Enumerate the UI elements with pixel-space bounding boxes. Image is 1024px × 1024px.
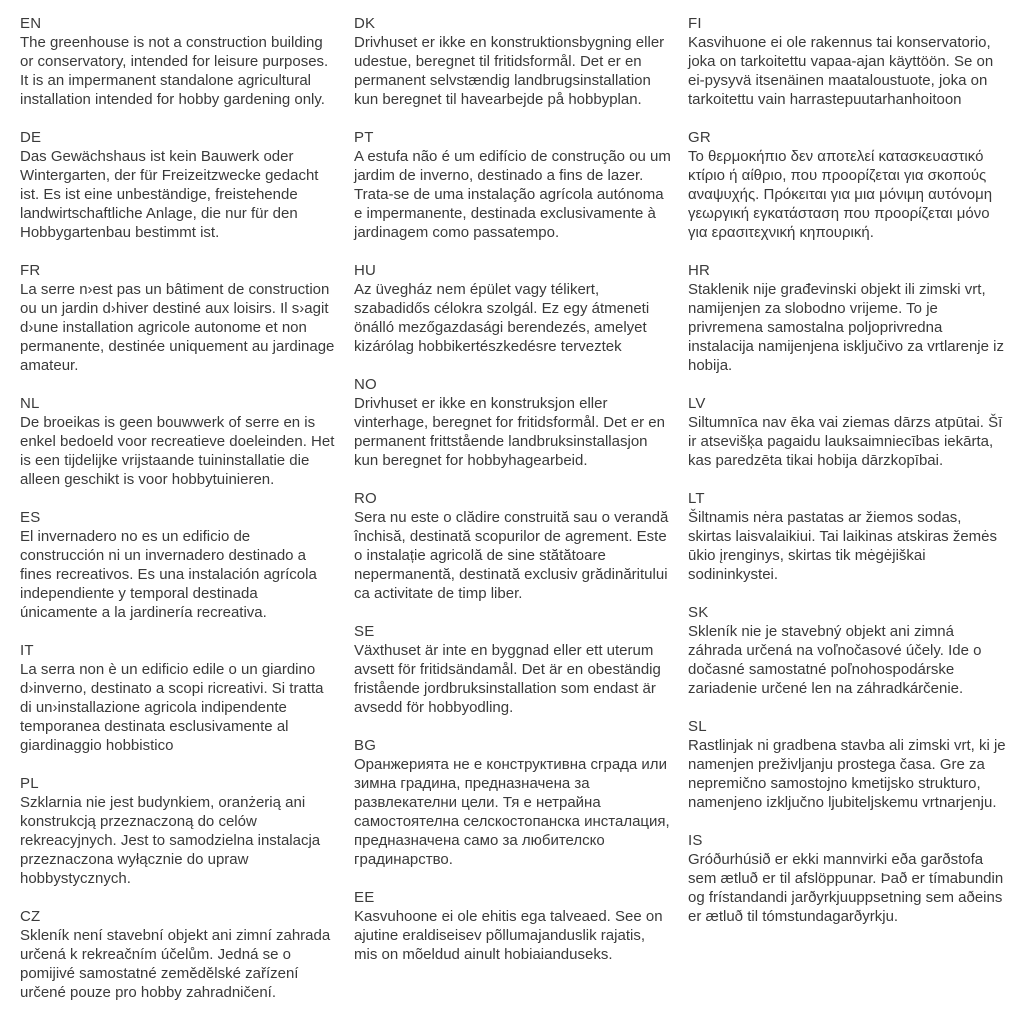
lang-text-it: La serra non è un edificio edile o un giardino d›inverno, destinato a scopi ricreativi. Si tratta di un›installazione agricola indipendente temporanea destinata esclusivamente al giardinaggio hobbistico (20, 661, 324, 754)
lang-block-is (688, 831, 1006, 926)
lang-block-bg (354, 736, 672, 869)
lang-text-nl: De broeikas is geen bouwwerk of serre en is enkel bedoeld voor recreatieve doeleinden. Het is een tijdelijke vrijstaande tuininstallatie die alleen geschikt is voor hobbytuinieren. (20, 414, 335, 488)
lang-code-pt: PT (354, 129, 374, 146)
lang-text-se: Växthuset är inte en byggnad eller ett uterum avsett för fritidsändamål. Det är en obeständig fristående jordbruksinstallation som endast är avsedd för hobbyodling. (354, 642, 661, 716)
lang-code-bg: BG (354, 737, 377, 754)
lang-text-ro: Sera nu este o clădire construită sau o verandă închisă, destinată scopurilor de agrement. Este o instalație agricolă de sine stătătoare nepermanentă, destinată exclusiv grădinăritului ca activitate de timp liber. (354, 509, 669, 602)
lang-block-lt (688, 489, 1006, 584)
lang-block-es (20, 508, 338, 622)
lang-text-fr: La serre n›est pas un bâtiment de construction ou un jardin d›hiver destiné aux loisirs. Il s›agit d›une installation agricole autonome et non permanente, destinée uniquement au jardinage amateur. (20, 281, 335, 374)
lang-code-dk: DK (354, 15, 376, 32)
lang-block-dk (354, 14, 672, 109)
lang-code-fi: FI (688, 15, 702, 32)
lang-code-ee: EE (354, 889, 375, 906)
lang-text-is: Gróðurhúsið er ekki mannvirki eða garðstofa sem ætluð er til afslöppunar. Það er tímabundin og frístandandi jarðyrkjuuppsetning sem aðeins er ætluð til tómstundagarðyrkju. (688, 851, 1004, 925)
lang-block-fr (20, 261, 338, 375)
lang-text-de: Das Gewächshaus ist kein Bauwerk oder Wintergarten, der für Freizeitzwecke gedacht ist. Es ist eine unbeständige, freistehende landwirtschaftliche Anlage, die nur für den Hobbygartenbau bestimmt ist. (20, 148, 319, 241)
lang-block-pl (20, 774, 338, 888)
lang-block-de (20, 128, 338, 242)
lang-block-sl (688, 717, 1006, 812)
column-left (20, 14, 338, 1014)
lang-text-es: El invernadero no es un edificio de construcción ni un invernadero destinado a fines recreativos. Es una instalación agrícola independiente y temporal destinada únicamente a la jardinería recreativa. (20, 528, 317, 621)
lang-code-se: SE (354, 623, 375, 640)
lang-block-hu (354, 261, 672, 356)
lang-text-lt: Šiltnamis nėra pastatas ar žiemos sodas, skirtas laisvalaikiui. Tai laikinas atskiras žemės ūkio įrenginys, skirtas tik mėgėjiškai sodininkystei. (688, 509, 997, 583)
lang-block-it (20, 641, 338, 755)
lang-code-it: IT (20, 642, 34, 659)
lang-block-hr (688, 261, 1006, 375)
lang-block-nl (20, 394, 338, 489)
lang-code-ro: RO (354, 490, 377, 507)
lang-text-bg: Оранжерията не е конструктивна сграда или зимна градина, предназначена за развлекателни цели. Тя е нетрайна самостоятелна селскостопанска инсталация, предназначена само за любителско градинарство. (354, 756, 670, 868)
lang-text-ee: Kasvuhoone ei ole ehitis ega talveaed. See on ajutine eraldiseisev põllumajanduslik rajatis, mis on mõeldud ainult hobiaianduseks. (354, 908, 663, 963)
lang-text-pl: Szklarnia nie jest budynkiem, oranżerią ani konstrukcją przeznaczoną do celów rekreacyjnych. Jest to samodzielna instalacja przeznaczona wyłącznie do upraw hobbystycznych. (20, 794, 321, 887)
lang-code-no: NO (354, 376, 377, 393)
lang-block-cz (20, 907, 338, 1002)
lang-code-nl: NL (20, 395, 40, 412)
lang-text-lv: Siltumnīca nav ēka vai ziemas dārzs atpūtai. Šī ir atsevišķa pagaidu lauksaimniecības iekārta, kas paredzēta tikai hobija dārzkopībai. (688, 414, 1003, 469)
lang-text-hu: Az üvegház nem épület vagy télikert, szabadidős célokra szolgál. Ez egy átmeneti önálló mezőgazdasági berendezés, amelyet kizárólag hobbikertészkedésre terveztek (354, 281, 650, 355)
lang-block-gr (688, 128, 1006, 242)
lang-text-sl: Rastlinjak ni gradbena stavba ali zimski vrt, ki je namenjen preživljanju prostega časa. Gre za nepremično samostojno kmetijsko strukturo, namenjeno izključno ljubiteljskemu vrtnarjenju. (688, 737, 1006, 811)
lang-block-ee (354, 888, 672, 964)
lang-text-sk: Skleník nie je stavebný objekt ani zimná záhrada určená na voľnočasové účely. Ide o dočasné samostatné poľnohospodárske zariadenie určené len na záhradkárčenie. (688, 623, 982, 697)
lang-code-en: EN (20, 15, 42, 32)
column-middle (354, 14, 672, 1014)
lang-block-lv (688, 394, 1006, 470)
lang-text-no: Drivhuset er ikke en konstruksjon eller vinterhage, beregnet for fritidsformål. Det er en permanent frittstående landbruksinstallasjon kun beregnet for hobbyhagearbeid. (354, 395, 665, 469)
lang-code-cz: CZ (20, 908, 41, 925)
lang-block-ro (354, 489, 672, 603)
lang-text-cz: Skleník není stavební objekt ani zimní zahrada určená k rekreačním účelům. Jedná se o pomijivé samostatné zemědělské zařízení určené pouze pro hobby zahradničení. (20, 927, 331, 1001)
lang-code-es: ES (20, 509, 41, 526)
lang-code-hu: HU (354, 262, 377, 279)
lang-text-gr: Το θερμοκήπιο δεν αποτελεί κατασκευαστικό κτίριο ή αίθριο, που προορίζεται για σκοπούς αναψυχής. Πρόκειται για μια μόνιμη αυτόνομη γεωργική εγκατάσταση που προορίζεται μόνο για ερασιτεχνική κηπουρική. (688, 148, 993, 241)
lang-code-gr: GR (688, 129, 711, 146)
lang-code-de: DE (20, 129, 42, 146)
lang-block-fi (688, 14, 1006, 109)
lang-block-no (354, 375, 672, 470)
lang-block-se (354, 622, 672, 717)
lang-code-fr: FR (20, 262, 41, 279)
lang-text-en: The greenhouse is not a construction building or conservatory, intended for leisure purposes. It is an impermanent standalone agricultural installation intended for hobby gardening only. (20, 34, 329, 108)
lang-code-sl: SL (688, 718, 707, 735)
lang-block-sk (688, 603, 1006, 698)
lang-text-pt: A estufa não é um edifício de construção ou um jardim de inverno, destinado a fins de lazer. Trata-se de uma instalação agrícola autónoma e impermanente, destinada exclusivamente à jardinagem como passatempo. (354, 148, 671, 241)
lang-text-fi: Kasvihuone ei ole rakennus tai konservatorio, joka on tarkoitettu vapaa-ajan käyttöön. Se on ei-pysyvä itsenäinen maataloustuote, joka on tarkoitettu vain harrastepuutarhanhoitoon (688, 34, 994, 108)
lang-code-sk: SK (688, 604, 709, 621)
lang-code-lt: LT (688, 490, 705, 507)
lang-code-pl: PL (20, 775, 39, 792)
lang-code-lv: LV (688, 395, 706, 412)
lang-text-hr: Staklenik nije građevinski objekt ili zimski vrt, namijenjen za slobodno vrijeme. To je privremena samostalna poljoprivredna instalacija namijenjena isključivo za vrtlarenje iz hobija. (688, 281, 1004, 374)
lang-code-is: IS (688, 832, 703, 849)
lang-block-en (20, 14, 338, 109)
lang-code-hr: HR (688, 262, 711, 279)
lang-block-pt (354, 128, 672, 242)
column-right (688, 14, 1006, 1014)
lang-text-dk: Drivhuset er ikke en konstruktionsbygning eller udestue, beregnet til fritidsformål. Det er en permanent selvstændig landbrugsinstallation kun beregnet til havearbejde på hobbyplan. (354, 34, 665, 108)
